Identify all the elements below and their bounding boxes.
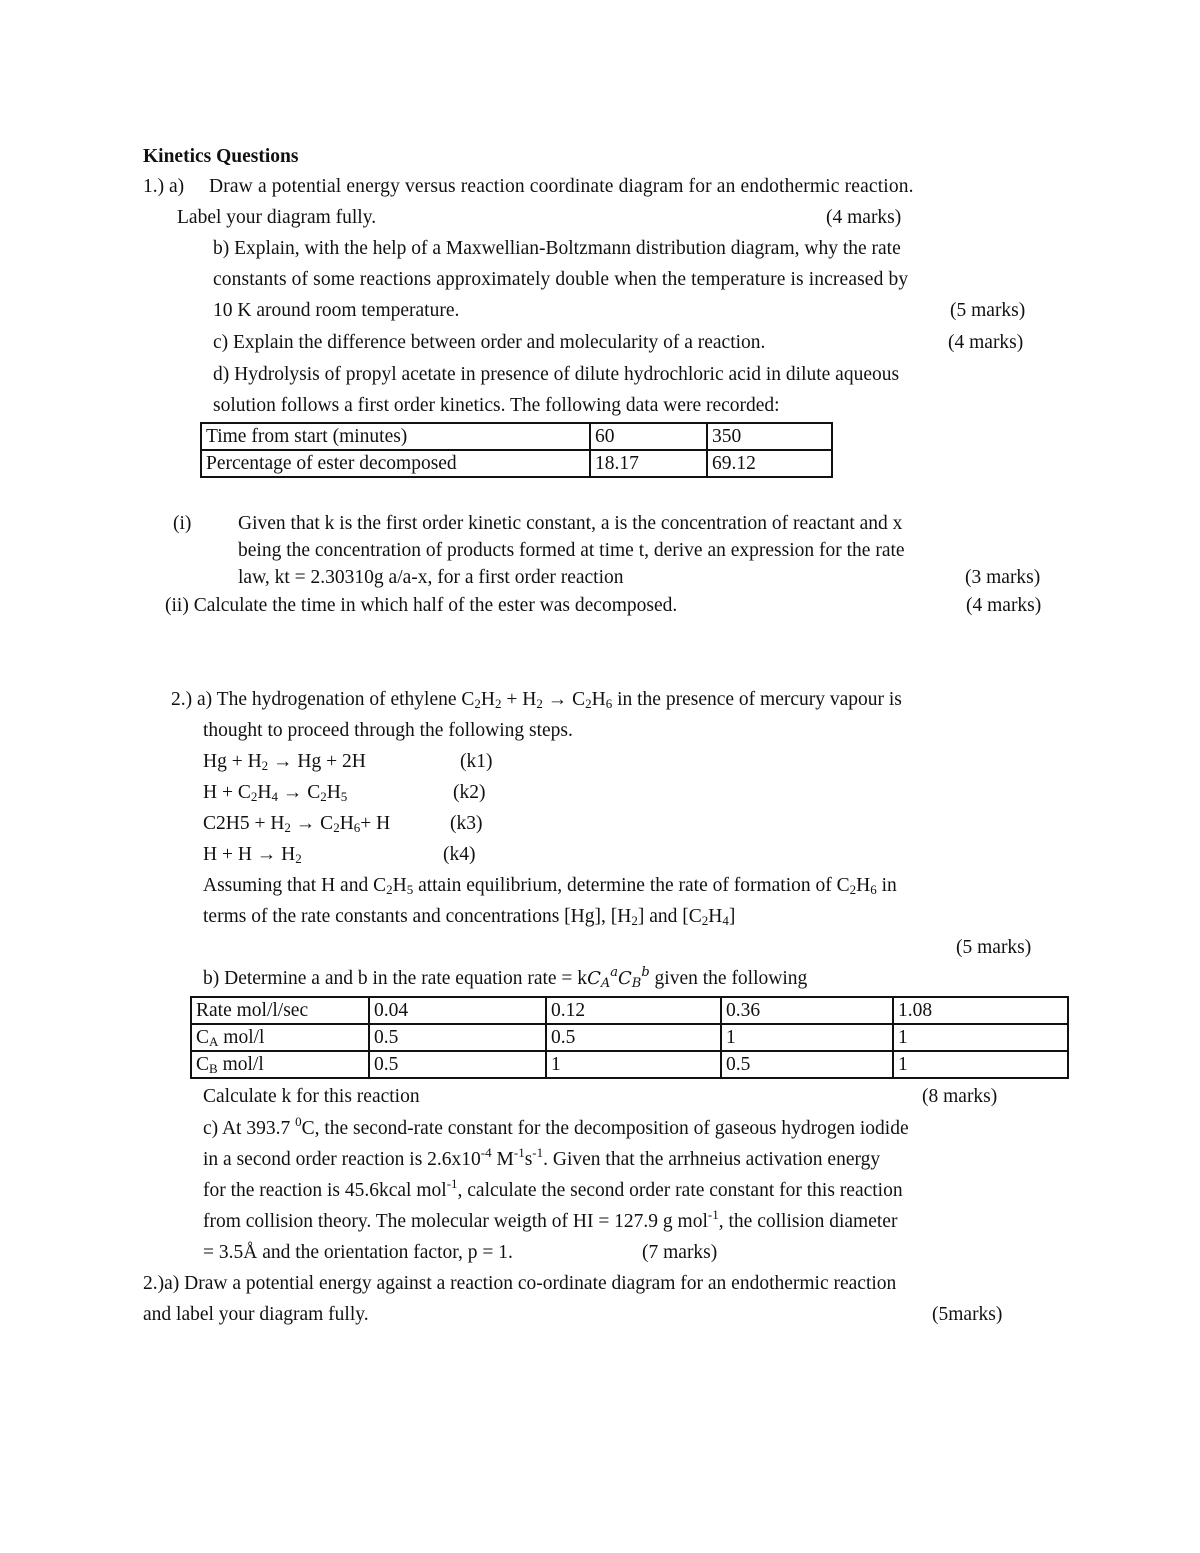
q2c-l3-text-1: for the reaction is 45.6kcal mol (203, 1180, 447, 1201)
table-cell: 1 (893, 1024, 1068, 1051)
terms-text-2: ] and [C (637, 906, 702, 927)
q2c-marks: (7 marks) (642, 1242, 718, 1263)
q2c-l2-text-2: . Given that the arrhneius activation energy (543, 1149, 881, 1170)
q1d-i-line3: law, kt = 2.30310g a/a-x, for a first order reaction (238, 567, 624, 588)
q2a-assume: Assuming that H and $C_2H_5$ attain equilibrium, determine the rate of formation of $C_2H_6$ in (203, 875, 897, 897)
table-cell: 350 (707, 423, 832, 450)
q2c-l2-text-1: in a second order reaction is 2.6x10 (203, 1149, 481, 1170)
table-cell: $C_A$ mol/l (191, 1024, 369, 1051)
q1d-i-line1: Given that k is the first order kinetic constant, a is the concentration of reactant and x (238, 513, 903, 534)
q1a-text-line2: Label your diagram fully. (177, 207, 377, 228)
q1a-text: Draw a potential energy versus reaction coordinate diagram for an endothermic reaction. (209, 176, 914, 197)
step-1: $Hg + H_2 \to Hg + 2H$ (203, 751, 366, 773)
table-cell: 0.5 (721, 1051, 893, 1078)
step-3: $C2H5 + H_2 \to C_2H_6+ H$ (203, 813, 391, 835)
q2b-text-1: b) Determine a and b in the rate equation rate = k (203, 968, 588, 989)
q2c-line4: from collision theory. The molecular weigth of HI = 127.9 g mol$^{-1}$, the collision diameter (203, 1207, 898, 1232)
table-cell: 1.08 (893, 997, 1068, 1024)
q2b-marks: (8 marks) (922, 1086, 998, 1107)
q2c-l3-text-2: , calculate the second order rate constant for this reaction (457, 1180, 903, 1201)
table-cell: 18.17 (590, 450, 707, 477)
table-cell: $C_B$ mol/l (191, 1051, 369, 1078)
table-row (201, 423, 832, 450)
q1a-number: 1.) a) (143, 176, 185, 197)
q1d-i-line2: being the concentration of products formed at time t, derive an expression for the rate (238, 540, 905, 561)
terms-text-1: terms of the rate constants and concentrations [Hg], [H (203, 906, 632, 927)
step-3-k: (k3) (450, 813, 483, 834)
q1d-ii-line1: (ii) Calculate the time in which half of the ester was decomposed. (165, 595, 678, 616)
table-cell: 60 (590, 423, 707, 450)
q2a-terms: terms of the rate constants and concentrations [Hg], $[H_2]$ and $[C_2H_4]$ (203, 906, 736, 928)
q1c-marks: (4 marks) (948, 332, 1024, 353)
q2a-line1: 2.) a) The hydrogenation of ethylene $C_2H_2 + H_2 \to C_2H_6$ in the presence of mercury vapour is (171, 689, 902, 711)
q3-line1: 2.)a) Draw a potential energy against a reaction co-ordinate diagram for an endothermic reaction (143, 1273, 897, 1294)
table-cell: 0.5 (369, 1051, 546, 1078)
page-title: Kinetics Questions (143, 146, 299, 167)
q2c-l4-text-1: from collision theory. The molecular weigth of HI = 127.9 g mol (203, 1211, 708, 1232)
table-cell: 1 (721, 1024, 893, 1051)
q1d-i-number: (i) (173, 513, 192, 534)
table-row (191, 1051, 1068, 1078)
assume-text-3: in (876, 875, 897, 896)
q3-marks: (5marks) (932, 1304, 1003, 1325)
table-cell: 0.36 (721, 997, 893, 1024)
q1c-line1: c) Explain the difference between order and molecularity of a reaction. (213, 332, 766, 353)
table-cell: 0.5 (546, 1024, 721, 1051)
q2c-line2: in a second order reaction is $2.6x10^{-4}$ $M^{-1}s^{-1}$. Given that the arrhneius activation energy (203, 1145, 881, 1170)
q1a-marks: (4 marks) (826, 207, 902, 228)
q3-line2: and label your diagram fully. (143, 1304, 369, 1325)
step-4-k: (k4) (443, 844, 476, 865)
table-cell: Time from start (minutes) (201, 423, 590, 450)
q1b-line1: b) Explain, with the help of a Maxwellian-Boltzmann distribution diagram, why the rate (213, 238, 901, 259)
q2a-marks: (5 marks) (956, 937, 1032, 958)
q2a-line1-text: 2.) a) The hydrogenation of ethylene C (171, 689, 475, 710)
table-row (191, 1024, 1068, 1051)
step-4: $H + H \to H_2$ (203, 844, 302, 866)
q2c-l1-text-2: C, the second-rate constant for the decomposition of gaseous hydrogen iodide (301, 1118, 909, 1139)
table-cell: 0.12 (546, 997, 721, 1024)
table-row (191, 997, 1068, 1024)
q2b-calc-k: Calculate k for this reaction (203, 1086, 420, 1107)
assume-text-2: attain equilibrium, determine the rate of formation of C (413, 875, 850, 896)
table-row (201, 450, 832, 477)
rate-data-table (190, 996, 1069, 1079)
q2c-l1-text-1: c) At 393.7 (203, 1118, 296, 1139)
table-cell: 69.12 (707, 450, 832, 477)
q2c-line1: c) At 393.7 $^0$C, the second-rate constant for the decomposition of gaseous hydrogen iodide (203, 1114, 909, 1139)
q1d-ii-marks: (4 marks) (966, 595, 1042, 616)
step-2: $H + C_2H_4 \to C_2H_5$ (203, 782, 348, 804)
q2c-line5: = 3.5Å and the orientation factor, p = 1. (203, 1242, 513, 1263)
q1b-line2: constants of some reactions approximately double when the temperature is increased by (213, 269, 909, 290)
ester-data-table (200, 422, 833, 478)
q1d-line2: solution follows a first order kinetics. The following data were recorded: (213, 395, 780, 416)
q1b-marks: (5 marks) (950, 300, 1026, 321)
table-cell: Rate mol/l/sec (191, 997, 369, 1024)
q1b-line3: 10 K around room temperature. (213, 300, 460, 321)
table-cell: Percentage of ester decomposed (201, 450, 590, 477)
q1d-line1: d) Hydrolysis of propyl acetate in presence of dilute hydrochloric acid in dilute aqueous (213, 364, 900, 385)
q2b-text-2: given the following (649, 968, 808, 989)
q2c-line3: for the reaction is 45.6kcal mol$^{-1}$, calculate the second order rate constant for this reaction (203, 1176, 903, 1201)
table-cell: 1 (546, 1051, 721, 1078)
q2c-l4-text-2: , the collision diameter (718, 1211, 898, 1232)
table-cell: 1 (893, 1051, 1068, 1078)
table-cell: 0.5 (369, 1024, 546, 1051)
q1d-i-marks: (3 marks) (965, 567, 1041, 588)
step-2-k: (k2) (453, 782, 486, 803)
table-cell: 0.04 (369, 997, 546, 1024)
assume-text-1: Assuming that H and C (203, 875, 387, 896)
q2b-line1: b) Determine a and b in the rate equation rate = $kC_A^aC_B^b$ given the following (203, 965, 808, 991)
step-1-k: (k1) (460, 751, 493, 772)
q2a-line2: thought to proceed through the following steps. (203, 720, 573, 741)
